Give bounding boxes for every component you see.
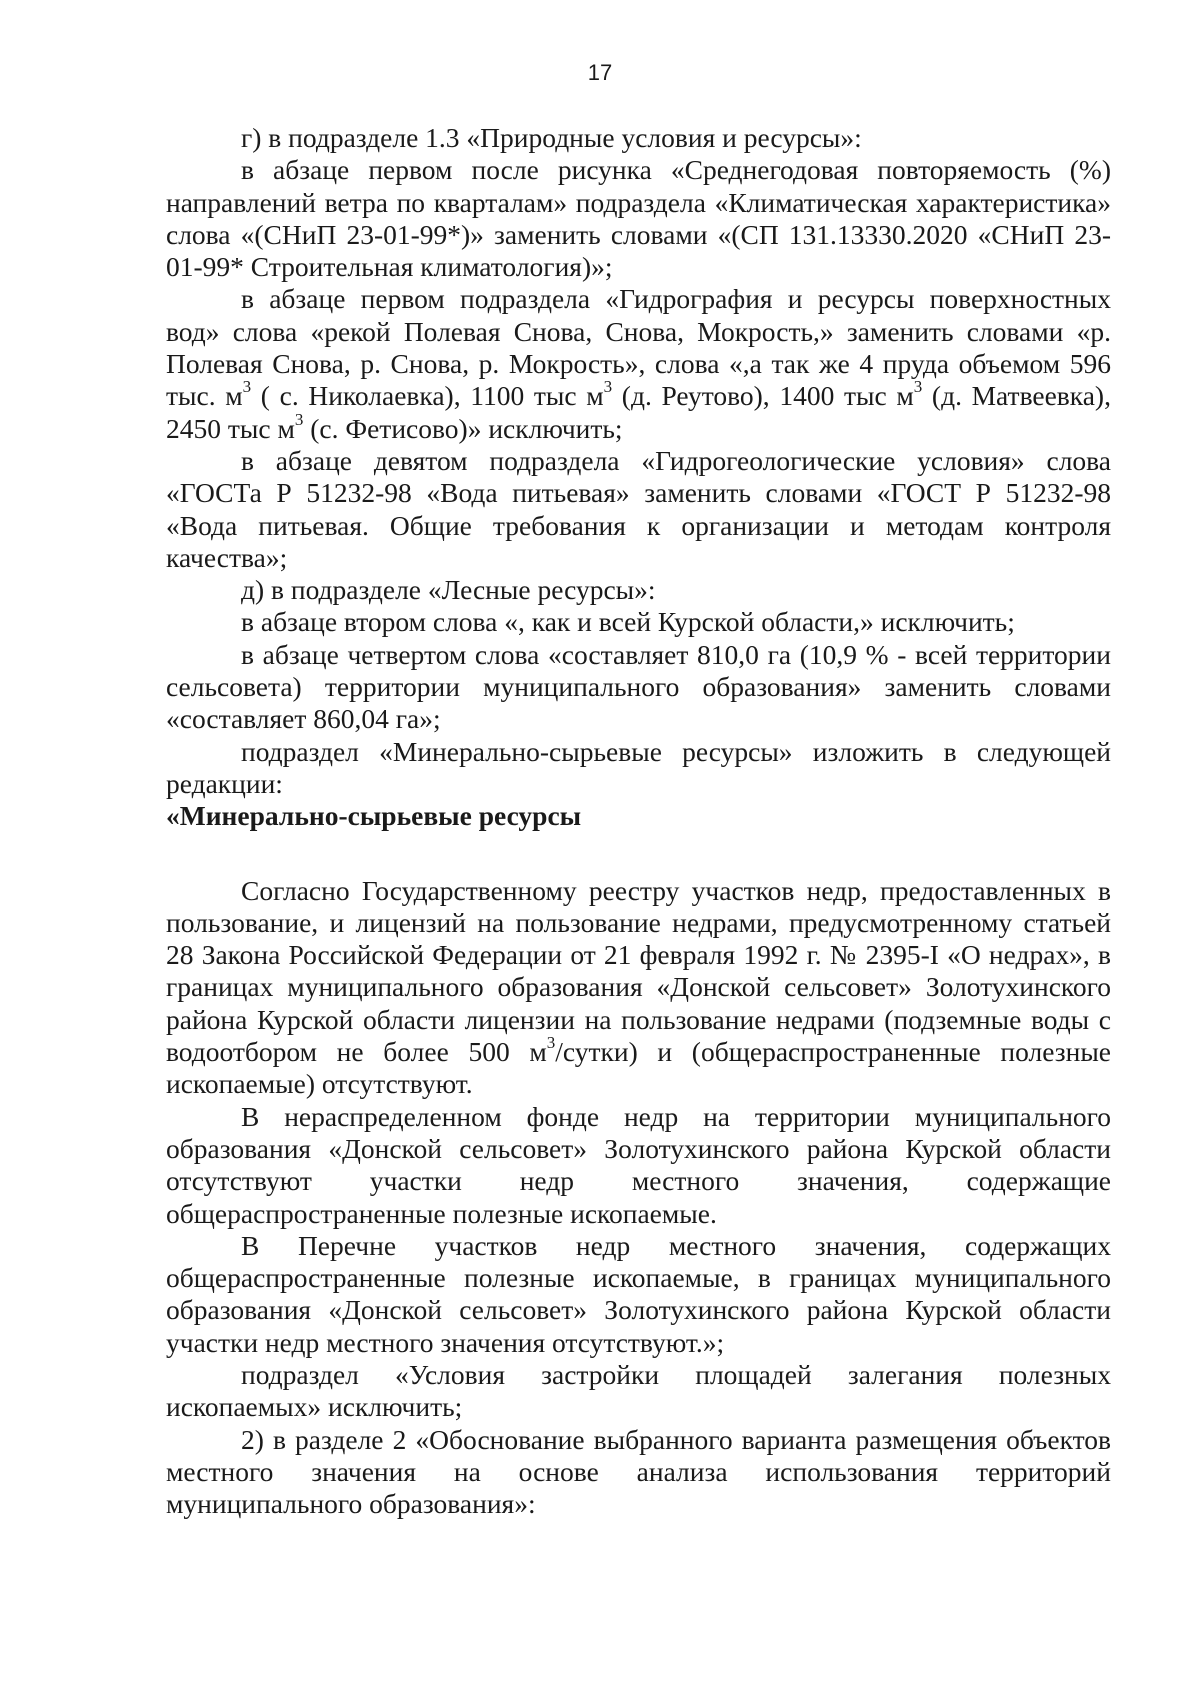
paragraph-3-part-a: в абзаце первом подраздела «Гидрография и ресурсы поверхностных вод» слова «рекой Полевая Снова, Снова, Мокрость,» заменить словами «р. Полевая Снова, р. Снова, р. Мокрость», слова «,а так же 4 пруда объемом 596 тыс. м (166, 283, 1111, 412)
superscript-cubic: 3 (294, 409, 304, 429)
superscript-cubic: 3 (913, 377, 923, 397)
paragraph-13: 2) в разделе 2 «Обоснование выбранного варианта размещения объектов местного значения на основе анализа использования территорий муниципального образования»: (166, 1423, 1111, 1520)
superscript-cubic: 3 (603, 377, 613, 397)
paragraph-4: в абзаце девятом подраздела «Гидрогеологические условия» слова «ГОСТа Р 51232-98 «Вода питьевая» заменить словами «ГОСТ Р 51232-98 «Вода питьевая. Общие требования к организации и методам контроля качества»; (166, 444, 1111, 573)
superscript-cubic: 3 (242, 377, 252, 397)
paragraph-5: д) в подразделе «Лесные ресурсы»: (241, 574, 656, 606)
paragraph-7: в абзаце четвертом слова «составляет 810,0 га (10,9 % - всей территории сельсовета) территории муниципального образования» заменить словами «составляет 860,04 га»; (166, 638, 1111, 735)
paragraph-2: в абзаце первом после рисунка «Среднегодовая повторяемость (%) направлений ветра по кварталам» подраздела «Климатическая характеристика» слова «(СНиП 23-01-99*)» заменить словами «(СП 131.13330.2020 «СНиП 23-01-99* Строительная климатология)»; (166, 154, 1111, 283)
superscript-cubic: 3 (546, 1033, 556, 1053)
paragraph-3-part-e: (с. Фетисово)» исключить; (303, 412, 623, 444)
paragraph-3-part-d: (д. Матвеевка), 2450 тыс м (166, 380, 1111, 444)
paragraph-9 (166, 875, 1111, 1101)
paragraph-6: в абзаце втором слова «, как и всей Курской области,» исключить; (241, 606, 1015, 638)
paragraph-11: В Перечне участков недр местного значения, содержащих общераспространенные полезные ископаемые, в границах муниципального образования «Донской сельсовет» Золотухинского района Курской области участки недр местного значения отсутствуют.»; (166, 1229, 1111, 1358)
paragraph-3-part-b: ( с. Николаевка), 1100 тыс м (251, 380, 604, 412)
paragraph-1: г) в подразделе 1.3 «Природные условия и ресурсы»: (241, 122, 862, 153)
paragraph-12: подраздел «Условия застройки площадей залегания полезных ископаемых» исключить; (166, 1358, 1111, 1423)
paragraph-9-part-a: Согласно Государственному реестру участков недр, предоставленных в пользование, и лицензий на пользование недрами, предусмотренному статьей 28 Закона Российской Федерации от 21 февраля 1992 г. № 2395-I «О недрах», в границах муниципального образования «Донской сельсовет» Золотухинского района Курской области лицензии на пользование недрами (подземные воды с водоотбором не более 500 м (166, 874, 1111, 1068)
paragraph-3 (166, 283, 1111, 444)
paragraph-8: подраздел «Минерально-сырьевые ресурсы» изложить в следующей редакции: (166, 735, 1111, 799)
document-body (166, 122, 1111, 1520)
section-heading: «Минерально-сырьевые ресурсы (166, 800, 582, 832)
paragraph-9-part-b: /сутки) и (общераспространенные полезные ископаемые) отсутствуют. (166, 1036, 1111, 1100)
page-number: 17 (587, 60, 613, 85)
paragraph-3-part-c: (д. Реутово), 1400 тыс м (612, 380, 914, 412)
paragraph-10: В нераспределенном фонде недр на территории муниципального образования «Донской сельсовет» Золотухинского района Курской области отсутствуют участки недр местного значения, содержащие общераспространенные полезные ископаемые. (166, 1100, 1111, 1229)
